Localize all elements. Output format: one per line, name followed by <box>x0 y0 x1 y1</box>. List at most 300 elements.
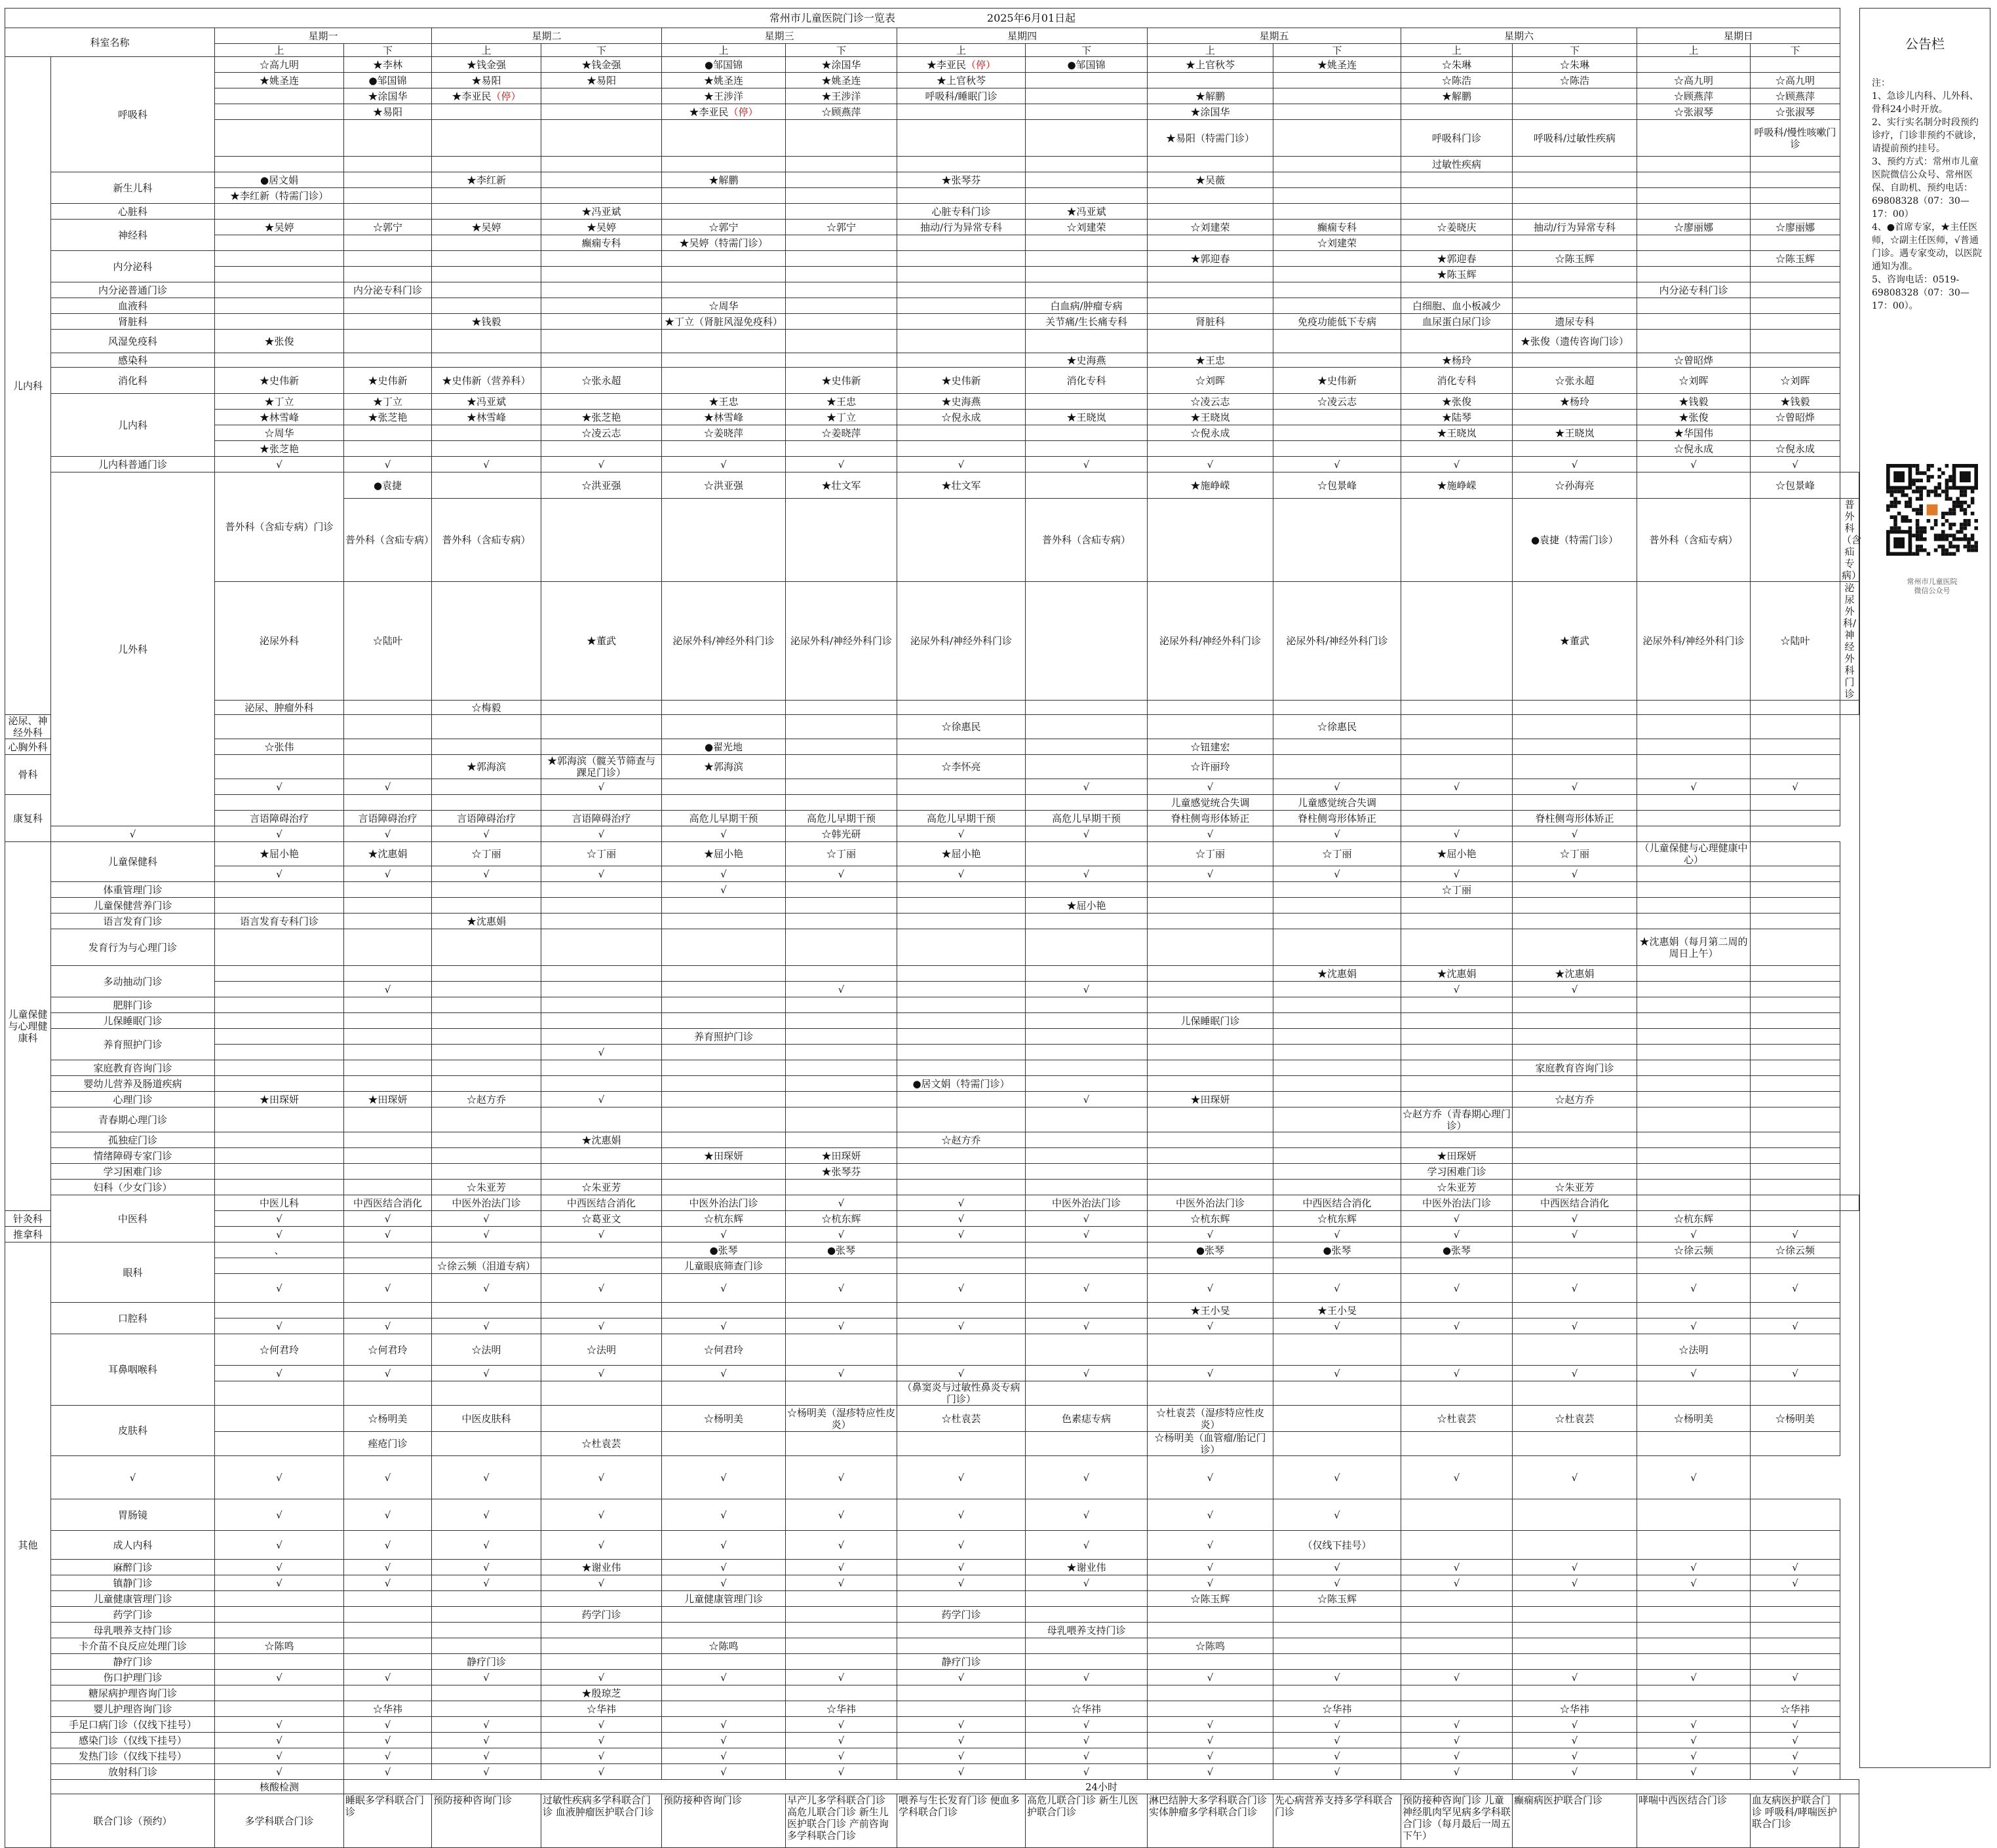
schedule-cell: ☆刘建荣 <box>1026 220 1148 235</box>
schedule-cell <box>897 997 1026 1013</box>
schedule-cell <box>786 353 897 368</box>
schedule-cell <box>1637 866 1751 882</box>
schedule-cell: √ <box>786 1670 897 1685</box>
schedule-cell <box>662 701 786 715</box>
schedule-cell: 高危儿早期干预 <box>1026 811 1148 826</box>
schedule-cell <box>1637 251 1751 267</box>
schedule-cell <box>344 1623 432 1638</box>
schedule-cell <box>897 1045 1026 1060</box>
schedule-cell <box>344 120 432 157</box>
schedule-cell: √ <box>344 779 432 795</box>
schedule-cell <box>215 1381 344 1406</box>
schedule-cell: ☆杭东辉 <box>1273 1211 1401 1227</box>
schedule-cell: √ <box>432 1717 541 1733</box>
schedule-cell <box>1637 1623 1751 1638</box>
schedule-cell: 泌尿外科/神经外科门诊 <box>897 582 1026 701</box>
schedule-cell <box>1273 1432 1401 1456</box>
schedule-cell <box>897 1013 1026 1029</box>
schedule-cell <box>541 499 662 582</box>
schedule-cell <box>1637 1591 1751 1607</box>
schedule-cell: 儿保睡眠门诊 <box>1148 1013 1273 1029</box>
schedule-cell: 普外科（含疝专病） <box>1840 499 1859 582</box>
table-row <box>5 330 1859 353</box>
schedule-cell: √ <box>215 866 344 882</box>
table-row <box>5 1227 1859 1242</box>
schedule-cell <box>1148 441 1273 457</box>
schedule-cell <box>215 1060 344 1076</box>
schedule-cell <box>432 120 541 157</box>
schedule-cell <box>1751 425 1840 441</box>
schedule-cell <box>344 898 432 914</box>
schedule-cell <box>897 1029 1026 1045</box>
schedule-cell <box>1273 1180 1401 1195</box>
schedule-cell <box>1026 1381 1148 1406</box>
schedule-cell <box>1637 1303 1751 1319</box>
schedule-cell <box>1513 353 1637 368</box>
schedule-cell <box>1751 235 1840 251</box>
schedule-cell <box>432 1303 541 1319</box>
schedule-cell: ☆陈玉辉 <box>1751 251 1840 267</box>
schedule-cell <box>1637 172 1751 188</box>
schedule-cell <box>432 882 541 898</box>
schedule-cell: ☆徐云频 <box>1637 1242 1751 1258</box>
schedule-cell: √ <box>786 1575 897 1591</box>
schedule-cell <box>344 755 432 779</box>
schedule-cell <box>215 1045 344 1060</box>
schedule-cell <box>1401 282 1513 298</box>
schedule-cell: √ <box>1513 1366 1637 1381</box>
schedule-cell: ☆顾燕萍 <box>786 104 897 120</box>
schedule-cell <box>1513 1638 1637 1654</box>
schedule-cell: 儿童健康管理门诊 <box>662 1591 786 1607</box>
schedule-cell: 静疗门诊 <box>897 1654 1026 1670</box>
schedule-cell: ★王忠 <box>1148 353 1273 368</box>
table-row <box>5 1717 1859 1733</box>
dept-name: 推拿科 <box>5 1227 51 1242</box>
dept-name: 成人内科 <box>51 1531 215 1560</box>
table-row <box>5 1164 1859 1180</box>
schedule-cell: √ <box>1273 826 1401 842</box>
schedule-cell <box>215 1013 344 1029</box>
schedule-cell <box>1637 826 1751 842</box>
schedule-cell <box>344 204 432 220</box>
schedule-cell <box>1751 188 1840 204</box>
schedule-cell <box>786 882 897 898</box>
schedule-cell <box>541 982 662 997</box>
schedule-cell: √ <box>897 1748 1026 1764</box>
schedule-cell <box>1026 701 1148 715</box>
schedule-cell: √ <box>215 1717 344 1733</box>
schedule-cell <box>432 1685 541 1701</box>
schedule-cell <box>1513 410 1637 425</box>
schedule-cell: 呼吸科/过敏性疾病 <box>1513 120 1637 157</box>
schedule-cell <box>1513 795 1637 811</box>
schedule-cell <box>1273 172 1401 188</box>
schedule-cell <box>432 425 541 441</box>
schedule-cell: ★姚圣连 <box>786 73 897 88</box>
schedule-cell: √ <box>1637 1764 1751 1780</box>
schedule-cell <box>1273 1029 1401 1045</box>
schedule-cell: √ <box>1148 826 1273 842</box>
schedule-cell: ☆姜晓萍 <box>786 425 897 441</box>
table-row <box>5 172 1859 188</box>
schedule-cell <box>1148 282 1273 298</box>
schedule-cell <box>1273 120 1401 157</box>
schedule-cell <box>1751 1211 1840 1227</box>
schedule-cell <box>541 298 662 314</box>
schedule-cell <box>1148 298 1273 314</box>
schedule-cell <box>786 188 897 204</box>
schedule-cell <box>1026 1258 1148 1274</box>
schedule-cell <box>897 499 1026 582</box>
schedule-cell: 普外科（含疝专病） <box>432 499 541 582</box>
table-row <box>5 1366 1859 1381</box>
schedule-cell: √ <box>1513 1575 1637 1591</box>
schedule-cell: ★田琛妍 <box>662 1148 786 1164</box>
schedule-cell <box>662 1303 786 1319</box>
schedule-cell: ☆高九明 <box>1637 73 1751 88</box>
schedule-cell: √ <box>215 1764 344 1780</box>
table-row <box>5 282 1859 298</box>
schedule-cell: ☆杜袁芸 <box>541 1432 662 1456</box>
table-row <box>5 1575 1859 1591</box>
schedule-cell: ☆梅毅 <box>432 701 541 715</box>
schedule-cell <box>1026 882 1148 898</box>
dept-name: 体重管理门诊 <box>51 882 215 898</box>
table-row <box>5 1607 1859 1623</box>
schedule-cell <box>1401 739 1513 755</box>
schedule-cell <box>432 1060 541 1076</box>
schedule-cell: ★田琛妍 <box>1401 1148 1513 1164</box>
schedule-cell <box>1401 997 1513 1013</box>
schedule-cell: √ <box>1148 1764 1273 1780</box>
schedule-cell <box>897 104 1026 120</box>
schedule-cell: √ <box>1273 1456 1401 1499</box>
schedule-cell: 普外科（含疝专病） <box>1637 499 1751 582</box>
schedule-cell <box>786 1607 897 1623</box>
schedule-cell: ☆郭宁 <box>344 220 432 235</box>
schedule-cell <box>1273 1654 1401 1670</box>
schedule-cell <box>1401 330 1513 353</box>
schedule-cell <box>897 914 1026 929</box>
schedule-cell <box>1148 1623 1273 1638</box>
schedule-cell: ★王晓岚 <box>1148 410 1273 425</box>
schedule-cell <box>344 715 432 739</box>
schedule-cell <box>1637 1381 1751 1406</box>
schedule-cell: √ <box>541 1670 662 1685</box>
table-row <box>5 1733 1859 1748</box>
schedule-cell <box>541 795 662 811</box>
schedule-cell <box>1401 188 1513 204</box>
schedule-cell <box>1273 997 1401 1013</box>
schedule-cell <box>897 982 1026 997</box>
schedule-cell: ★王涉洋 <box>662 88 786 104</box>
schedule-cell <box>1026 1242 1148 1258</box>
schedule-cell <box>1026 282 1148 298</box>
schedule-cell: ●邹国锦 <box>1026 57 1148 73</box>
dept-name: 风湿免疫科 <box>51 330 215 353</box>
schedule-cell <box>1637 1060 1751 1076</box>
schedule-cell: ☆倪永成 <box>1751 441 1840 457</box>
table-row <box>5 472 1859 499</box>
schedule-cell <box>541 1258 662 1274</box>
schedule-cell: √ <box>1637 779 1751 795</box>
schedule-cell: √ <box>432 1319 541 1334</box>
dept-name: 中医儿科 <box>215 1195 344 1211</box>
table-row <box>5 1092 1859 1107</box>
table-row <box>5 1319 1859 1334</box>
schedule-cell: √ <box>1401 1366 1513 1381</box>
schedule-cell <box>1273 298 1401 314</box>
schedule-cell <box>1273 701 1401 715</box>
nucleic-test-label: 核酸检测 <box>215 1780 344 1794</box>
schedule-cell: √ <box>1148 1531 1273 1560</box>
schedule-cell <box>1513 1258 1637 1274</box>
schedule-cell <box>1637 1180 1751 1195</box>
schedule-cell <box>786 251 897 267</box>
schedule-cell: ★吴婷 <box>541 220 662 235</box>
schedule-cell: ★田琛妍 <box>215 1092 344 1107</box>
schedule-cell <box>541 898 662 914</box>
schedule-cell <box>1751 1258 1840 1274</box>
table-row <box>5 267 1859 282</box>
schedule-cell: √ <box>662 1764 786 1780</box>
schedule-cell <box>897 1623 1026 1638</box>
schedule-cell: ★壮文军 <box>897 472 1026 499</box>
dept-name: 儿内科 <box>51 394 215 457</box>
schedule-cell <box>662 120 786 157</box>
schedule-cell: ★吴薇 <box>1148 172 1273 188</box>
schedule-cell <box>897 779 1026 795</box>
schedule-cell <box>344 1258 432 1274</box>
pm-header: 下 <box>1026 44 1148 57</box>
schedule-cell <box>897 267 1026 282</box>
schedule-cell <box>541 1148 662 1164</box>
schedule-cell <box>786 235 897 251</box>
schedule-cell <box>1751 1531 1840 1560</box>
schedule-cell: √ <box>432 1575 541 1591</box>
schedule-cell: √ <box>1148 866 1273 882</box>
schedule-cell <box>1273 1381 1401 1406</box>
schedule-cell: 睡眠多学科联合门诊 <box>344 1794 432 1848</box>
schedule-cell: ☆赵方乔 <box>897 1132 1026 1148</box>
schedule-cell <box>432 582 541 701</box>
schedule-cell <box>786 314 897 330</box>
schedule-cell: √ <box>1026 1319 1148 1334</box>
schedule-cell: √ <box>344 866 432 882</box>
schedule-cell: ☆华祎 <box>1026 1701 1148 1717</box>
schedule-cell <box>1273 1258 1401 1274</box>
schedule-cell: √ <box>1513 457 1637 472</box>
schedule-cell <box>1637 1701 1751 1717</box>
schedule-cell: √ <box>786 1717 897 1733</box>
schedule-cell <box>1513 1654 1637 1670</box>
schedule-cell <box>1148 982 1273 997</box>
schedule-cell: √ <box>215 1560 344 1575</box>
schedule-cell <box>432 997 541 1013</box>
schedule-cell <box>1401 898 1513 914</box>
schedule-cell: ☆孙海亮 <box>1513 472 1637 499</box>
schedule-cell: 癫痫病医护联合门诊 <box>1513 1794 1637 1848</box>
schedule-cell: √ <box>1026 1499 1148 1531</box>
schedule-cell: √ <box>786 1733 897 1748</box>
schedule-cell: √ <box>1751 1366 1840 1381</box>
schedule-cell: √ <box>1026 457 1148 472</box>
schedule-cell <box>1026 1685 1148 1701</box>
schedule-cell <box>344 1076 432 1092</box>
schedule-cell: √ <box>1637 457 1751 472</box>
schedule-cell <box>1751 982 1840 997</box>
schedule-cell <box>1401 1701 1513 1717</box>
schedule-cell <box>215 982 344 997</box>
schedule-cell: ☆曾昭烨 <box>1751 410 1840 425</box>
schedule-cell: ★屈小艳 <box>897 842 1026 866</box>
schedule-cell: √ <box>541 779 662 795</box>
schedule-cell <box>1513 157 1637 172</box>
schedule-cell <box>541 1013 662 1029</box>
schedule-cell: √ <box>662 1560 786 1575</box>
schedule-cell <box>432 330 541 353</box>
schedule-cell: √ <box>215 1733 344 1748</box>
schedule-cell: √ <box>1026 1227 1148 1242</box>
schedule-cell <box>215 1654 344 1670</box>
schedule-cell: ☆廖丽娜 <box>1751 220 1840 235</box>
schedule-cell <box>1637 1654 1751 1670</box>
schedule-cell: ☆倪永成 <box>1637 441 1751 457</box>
table-row <box>5 1670 1859 1685</box>
schedule-cell <box>786 120 897 157</box>
schedule-cell: ☆华祎 <box>1273 1701 1401 1717</box>
schedule-cell: ☆张淑琴 <box>1751 104 1840 120</box>
schedule-cell: √ <box>215 779 344 795</box>
table-row <box>5 1764 1859 1780</box>
dept-name: 镇静门诊 <box>51 1575 215 1591</box>
schedule-cell: √ <box>215 1575 344 1591</box>
schedule-cell: 色素痣专病 <box>1026 1406 1148 1432</box>
schedule-cell: √ <box>1026 1748 1148 1764</box>
schedule-cell: ☆法明 <box>432 1334 541 1366</box>
schedule-cell <box>1751 701 1840 715</box>
schedule-cell <box>662 966 786 982</box>
schedule-cell <box>662 1607 786 1623</box>
dept-name: 心胸外科 <box>5 739 51 755</box>
schedule-cell: ★涂国华 <box>786 57 897 73</box>
schedule-cell <box>344 172 432 188</box>
dept-name: 儿童保健科 <box>51 842 215 882</box>
dept-name: 孤独症门诊 <box>51 1132 215 1148</box>
qr-code <box>1886 464 1978 556</box>
schedule-cell <box>1026 441 1148 457</box>
schedule-cell <box>215 1076 344 1092</box>
schedule-cell <box>1273 1045 1401 1060</box>
schedule-cell: ☆高九明 <box>1751 73 1840 88</box>
schedule-cell <box>432 282 541 298</box>
schedule-cell <box>662 779 786 795</box>
schedule-cell <box>344 1607 432 1623</box>
schedule-cell <box>1026 157 1148 172</box>
schedule-cell <box>897 282 1026 298</box>
schedule-cell: ★壮文军 <box>786 472 897 499</box>
schedule-cell <box>897 882 1026 898</box>
schedule-cell: 血友病医护联合门诊 呼吸科/哮喘医护联合门诊 <box>1751 1794 1840 1848</box>
blank-cell <box>51 1780 215 1794</box>
schedule-cell <box>215 157 344 172</box>
schedule-cell <box>1401 1334 1513 1366</box>
schedule-cell <box>1148 1148 1273 1164</box>
table-row <box>5 914 1859 929</box>
schedule-cell <box>897 314 1026 330</box>
schedule-cell: ☆钮建宏 <box>1148 739 1273 755</box>
schedule-cell <box>1026 73 1148 88</box>
schedule-cell: √ <box>1751 1319 1840 1334</box>
schedule-cell: √ <box>1751 1227 1840 1242</box>
schedule-cell: ★史伟新 <box>786 368 897 394</box>
table-row <box>5 1701 1859 1717</box>
schedule-cell: √ <box>1401 1748 1513 1764</box>
schedule-cell: ★屈小艳 <box>215 842 344 866</box>
schedule-cell <box>1026 755 1148 779</box>
schedule-cell <box>1401 1029 1513 1045</box>
schedule-cell: ☆郭宁 <box>786 220 897 235</box>
schedule-cell: √ <box>662 1575 786 1591</box>
schedule-cell: ☆韩光研 <box>786 826 897 842</box>
schedule-cell: √ <box>541 1733 662 1748</box>
schedule-cell <box>1637 701 1751 715</box>
schedule-cell <box>662 251 786 267</box>
schedule-cell: 消化专科 <box>1401 368 1513 394</box>
schedule-cell: ●居文娟（特需门诊） <box>897 1076 1026 1092</box>
schedule-cell <box>541 1060 662 1076</box>
schedule-cell <box>1273 204 1401 220</box>
schedule-cell <box>432 1045 541 1060</box>
schedule-cell: ☆包景峰 <box>1751 472 1840 499</box>
schedule-cell: ★吴婷（特需门诊） <box>662 235 786 251</box>
schedule-cell: √ <box>1148 1560 1273 1575</box>
schedule-cell <box>786 914 897 929</box>
suspended-tag: （停） <box>966 58 996 71</box>
dept-name: 新生儿科 <box>51 172 215 204</box>
schedule-cell: √ <box>1751 457 1840 472</box>
schedule-cell <box>786 172 897 188</box>
schedule-cell <box>541 441 662 457</box>
schedule-cell <box>344 1242 432 1258</box>
schedule-cell <box>1026 1045 1148 1060</box>
schedule-cell: ★史伟新 <box>344 368 432 394</box>
schedule-cell <box>786 1180 897 1195</box>
schedule-cell: ☆顾燕萍 <box>1751 88 1840 104</box>
schedule-cell <box>662 368 786 394</box>
schedule-cell <box>1751 1654 1840 1670</box>
pm-header: 下 <box>1513 44 1637 57</box>
schedule-cell: √ <box>432 1211 541 1227</box>
schedule-cell <box>1148 966 1273 982</box>
schedule-cell <box>344 188 432 204</box>
schedule-cell: √ <box>344 1748 432 1764</box>
schedule-cell: √ <box>432 1670 541 1685</box>
notice-line: 2、实行实名制分时段预约诊疗，门诊非预约不就诊，请提前预约挂号。 <box>1872 117 1982 154</box>
doctor-name: ★李亚民 <box>452 90 492 102</box>
schedule-cell: √ <box>432 457 541 472</box>
schedule-cell <box>215 1432 344 1456</box>
table-row <box>5 866 1859 882</box>
schedule-cell: ★上官秋芩 <box>1148 57 1273 73</box>
schedule-cell <box>541 282 662 298</box>
schedule-cell <box>1751 204 1840 220</box>
pm-header: 下 <box>541 44 662 57</box>
dept-name: 母乳喂养支持门诊 <box>51 1623 215 1638</box>
schedule-cell: ★屈小艳 <box>662 842 786 866</box>
schedule-cell <box>1026 1591 1148 1607</box>
